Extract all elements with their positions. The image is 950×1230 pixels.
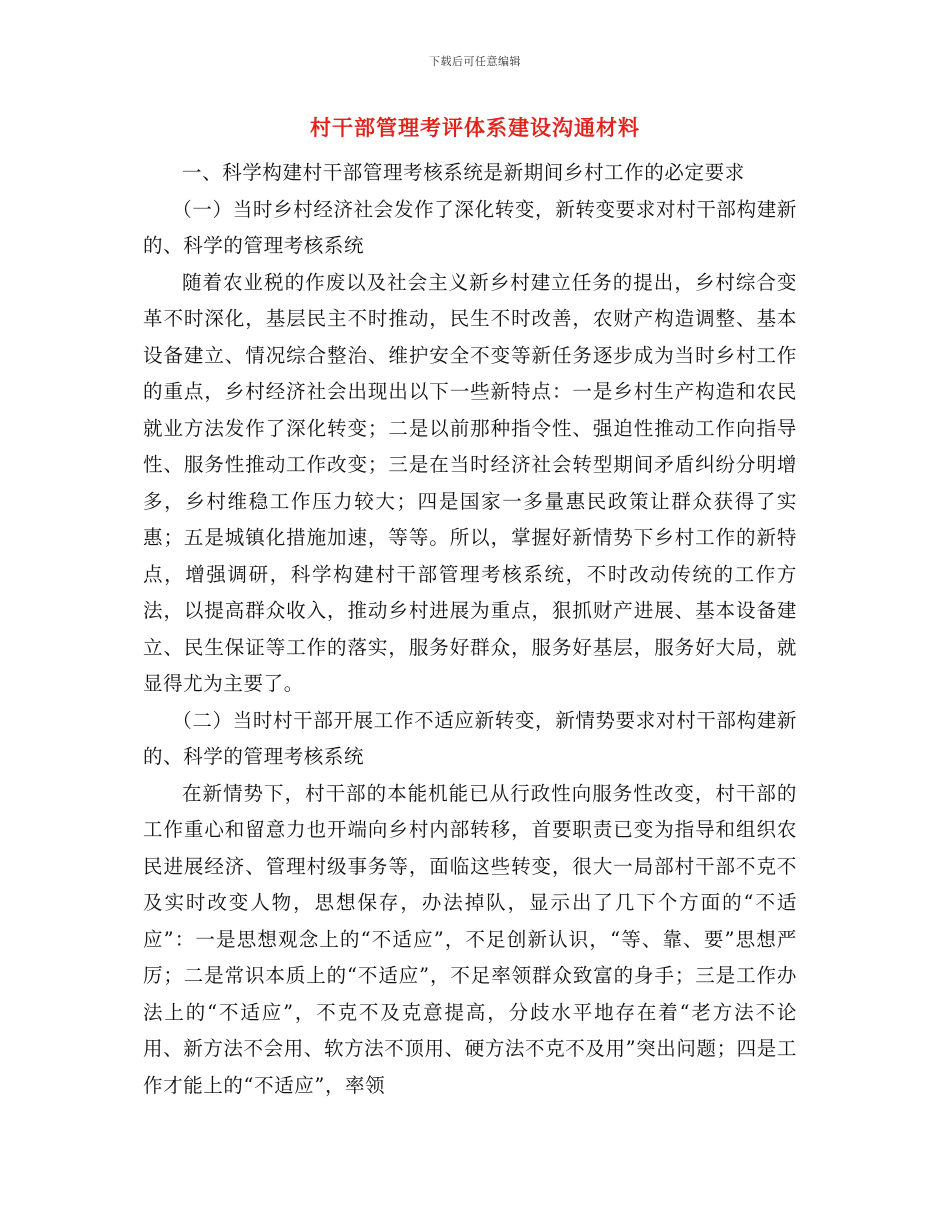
subsection-heading-1: （一）当时乡村经济社会发作了深化转变，新转变要求对村干部构建新的、科学的管理考核系统 (143, 197, 797, 257)
document-body (143, 155, 797, 1104)
paragraph-1: 随着农业税的作废以及社会主义新乡村建立任务的提出，乡村综合变革不时深化，基层民主不时推动，民生不时改善，农财产构造调整、基本设备建立、情况综合整治、维护安全不变等新任务逐步成为当时乡村工作的重点，乡村经济社会出现出以下一些新特点：一是乡村生产构造和农民就业方法发作了深化转变；二是以前那种指令性、强迫性推动工作向指导性、服务性推动工作改变；三是在当时经济社会转型期间矛盾纠纷分明增多，乡村维稳工作压力较大；四是国家一多量惠民政策让群众获得了实惠；五是城镇化措施加速，等等。所以，掌握好新情势下乡村工作的新特点，增强调研，科学构建村干部管理考核系统，不时改动传统的工作方法，以提高群众收入，推动乡村进展为重点，狠抓财产进展、基本设备建立、民生保证等工作的落实，服务好群众，服务好基层，服务好大局，就显得尤为主要了。 (143, 270, 797, 695)
paragraph-2: 在新情势下，村干部的本能机能已从行政性向服务性改变，村干部的工作重心和留意力也开端向乡村内部转移，首要职责已变为指导和组织农民进展经济、管理村级事务等，面临这些转变，很大一局部村干部不克不及实时改变人物，思想保存，办法掉队，显示出了几下个方面的“不适应”：一是思想观念上的“不适应”，不足创新认识，“等、靠、要”思想严厉；二是常识本质上的“不适应”，不足率领群众致富的身手；三是工作办法上的“不适应”，不克不及克意提高，分歧水平地存在着“老方法不论用、新方法不会用、软方法不顶用、硬方法不克不及用”突出问题；四是工作才能上的“不适应”，率领 (143, 781, 797, 1097)
document-title: 村干部管理考评体系建设沟通材料 (310, 116, 640, 140)
section-heading-1: 一、科学构建村干部管理考核系统是新期间乡村工作的必定要求 (182, 161, 745, 184)
header-note: 下载后可任意编辑 (429, 55, 521, 68)
subsection-heading-2: （二）当时村干部开展工作不适应新转变，新情势要求对村干部构建新的、科学的管理考核系统 (143, 708, 797, 768)
